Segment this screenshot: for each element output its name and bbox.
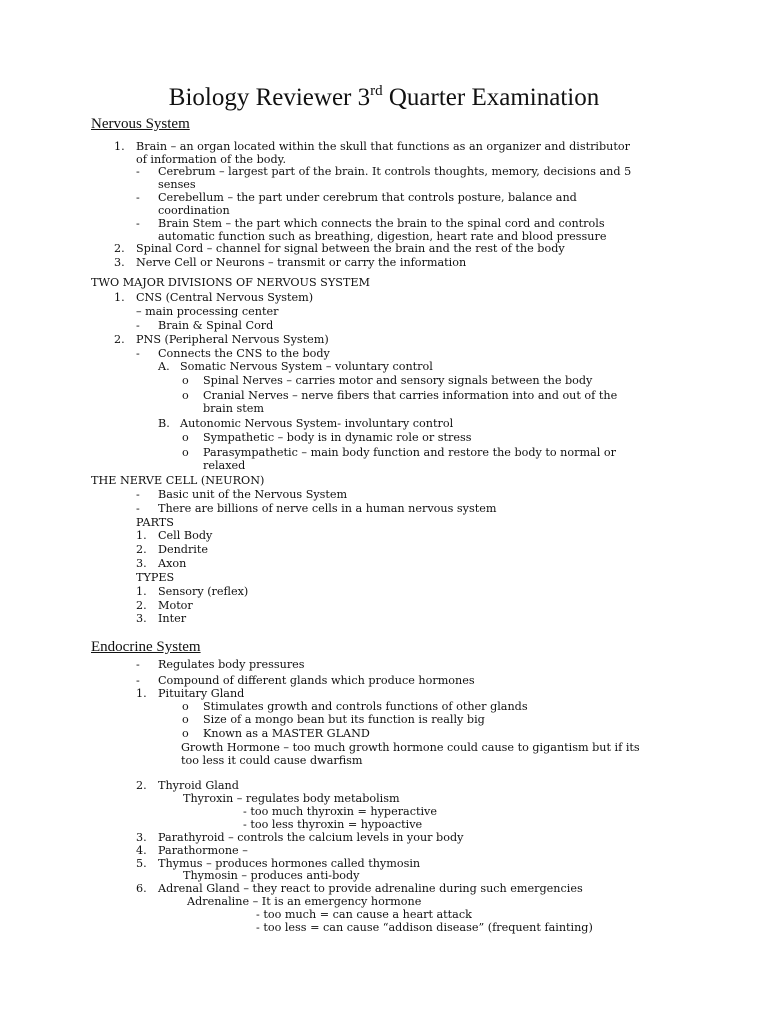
- somatic-text: Somatic Nervous System – voluntary control: [180, 360, 433, 373]
- thymosin-text: Thymosin – produces anti-body: [183, 869, 360, 882]
- spinal-cord-text: Spinal Cord – channel for signal between the brain and the rest of the body: [136, 242, 565, 255]
- dash-marker: -: [136, 488, 140, 501]
- bullet-marker: o: [182, 700, 189, 713]
- parasympathetic-text-cont: relaxed: [203, 459, 246, 472]
- list-number: 2.: [136, 599, 147, 612]
- list-number: 2.: [136, 543, 147, 556]
- parts-label: PARTS: [136, 516, 174, 529]
- parathormone-text: Parathormone –: [158, 844, 248, 857]
- cns-center-text: – main processing center: [136, 305, 279, 318]
- list-number: 1.: [136, 529, 147, 542]
- document-title: Biology Reviewer 3rd Quarter Examination: [168, 83, 600, 111]
- adrenaline-much-text: - too much = can cause a heart attack: [256, 908, 472, 921]
- pns-text: PNS (Peripheral Nervous System): [136, 333, 329, 346]
- list-number: 1.: [136, 687, 147, 700]
- letter-marker: B.: [158, 417, 170, 430]
- nerve-cell-heading: THE NERVE CELL (NEURON): [91, 474, 265, 487]
- brain-definition-cont: of information of the body.: [136, 153, 287, 166]
- dash-marker: -: [136, 658, 140, 671]
- type-motor: Motor: [158, 599, 193, 612]
- list-number: 3.: [136, 831, 147, 844]
- list-number: 4.: [136, 844, 147, 857]
- dash-marker: -: [136, 319, 140, 332]
- list-number: 5.: [136, 857, 147, 870]
- thyroid-text: Thyroid Gland: [158, 779, 239, 792]
- dash-marker: -: [136, 674, 140, 687]
- bullet-marker: o: [182, 374, 189, 387]
- spinal-nerves-text: Spinal Nerves – carries motor and sensory signals between the body: [203, 374, 593, 387]
- bullet-marker: o: [182, 727, 189, 740]
- master-gland-text: Known as a MASTER GLAND: [203, 727, 370, 740]
- part-cell-body: Cell Body: [158, 529, 213, 542]
- bullet-marker: o: [182, 446, 189, 459]
- list-number: 1.: [114, 140, 125, 153]
- bullet-marker: o: [182, 431, 189, 444]
- dash-marker: -: [136, 191, 140, 204]
- growth-hormone-text-cont: too less it could cause dwarfism: [181, 754, 363, 767]
- cerebellum-text: Cerebellum – the part under cerebrum that controls posture, balance and: [158, 191, 577, 204]
- nervous-system-heading: Nervous System: [91, 116, 190, 132]
- adrenaline-text: Adrenaline – It is an emergency hormone: [187, 895, 422, 908]
- cranial-nerves-text: Cranial Nerves – nerve fibers that carries information into and out of the: [203, 389, 618, 402]
- thyroxin-less-text: - too less thyroxin = hypoactive: [243, 818, 423, 831]
- endocrine-system-heading: Endocrine System: [91, 639, 201, 655]
- thyroxin-much-text: - too much thyroxin = hyperactive: [243, 805, 437, 818]
- list-number: 3.: [136, 557, 147, 570]
- thyroxin-text: Thyroxin – regulates body metabolism: [183, 792, 400, 805]
- brain-definition: Brain – an organ located within the skull that functions as an organizer and distributor: [136, 140, 630, 153]
- parasympathetic-text: Parasympathetic – main body function and restore the body to normal or: [203, 446, 616, 459]
- bullet-marker: o: [182, 389, 189, 402]
- list-number: 2.: [114, 333, 125, 346]
- autonomic-text: Autonomic Nervous System- involuntary control: [180, 417, 454, 430]
- list-number: 2.: [136, 779, 147, 792]
- types-label: TYPES: [136, 571, 175, 584]
- type-sensory: Sensory (reflex): [158, 585, 249, 598]
- bullet-marker: o: [182, 713, 189, 726]
- regulates-text: Regulates body pressures: [158, 658, 305, 671]
- list-number: 2.: [114, 242, 125, 255]
- list-number: 1.: [114, 291, 125, 304]
- growth-hormone-text: Growth Hormone – too much growth hormone could cause to gigantism but if its: [181, 741, 640, 754]
- stimulates-text: Stimulates growth and controls functions of other glands: [203, 700, 528, 713]
- cerebellum-text-cont: coordination: [158, 204, 230, 217]
- divisions-heading: TWO MAJOR DIVISIONS OF NERVOUS SYSTEM: [91, 276, 370, 289]
- list-number: 1.: [136, 585, 147, 598]
- cerebrum-text: Cerebrum – largest part of the brain. It controls thoughts, memory, decisions and 5: [158, 165, 632, 178]
- adrenaline-less-text: - too less = can cause “addison disease” (frequent fainting): [256, 921, 593, 934]
- brainstem-text-cont: automatic function such as breathing, digestion, heart rate and blood pressure: [158, 230, 607, 243]
- parathyroid-text: Parathyroid – controls the calcium levels in your body: [158, 831, 464, 844]
- type-inter: Inter: [158, 612, 187, 625]
- cns-text: CNS (Central Nervous System): [136, 291, 314, 304]
- pns-connects-text: Connects the CNS to the body: [158, 347, 330, 360]
- list-number: 3.: [136, 612, 147, 625]
- dash-marker: -: [136, 217, 140, 230]
- cns-brain-text: Brain & Spinal Cord: [158, 319, 274, 332]
- list-number: 6.: [136, 882, 147, 895]
- letter-marker: A.: [158, 360, 170, 373]
- cerebrum-text-cont: senses: [158, 178, 196, 191]
- mongo-text: Size of a mongo bean but its function is really big: [203, 713, 485, 726]
- dash-marker: -: [136, 502, 140, 515]
- brainstem-text: Brain Stem – the part which connects the brain to the spinal cord and controls: [158, 217, 605, 230]
- thymus-text: Thymus – produces hormones called thymosin: [158, 857, 421, 870]
- part-axon: Axon: [158, 557, 187, 570]
- billions-text: There are billions of nerve cells in a human nervous system: [158, 502, 497, 515]
- basic-unit-text: Basic unit of the Nervous System: [158, 488, 348, 501]
- sympathetic-text: Sympathetic – body is in dynamic role or stress: [203, 431, 472, 444]
- cranial-nerves-text-cont: brain stem: [203, 402, 264, 415]
- neurons-text: Nerve Cell or Neurons – transmit or carry the information: [136, 256, 467, 269]
- dash-marker: -: [136, 347, 140, 360]
- part-dendrite: Dendrite: [158, 543, 208, 556]
- dash-marker: -: [136, 165, 140, 178]
- pituitary-text: Pituitary Gland: [158, 687, 245, 700]
- adrenal-text: Adrenal Gland – they react to provide adrenaline during such emergencies: [158, 882, 583, 895]
- compound-text: Compound of different glands which produce hormones: [158, 674, 475, 687]
- list-number: 3.: [114, 256, 125, 269]
